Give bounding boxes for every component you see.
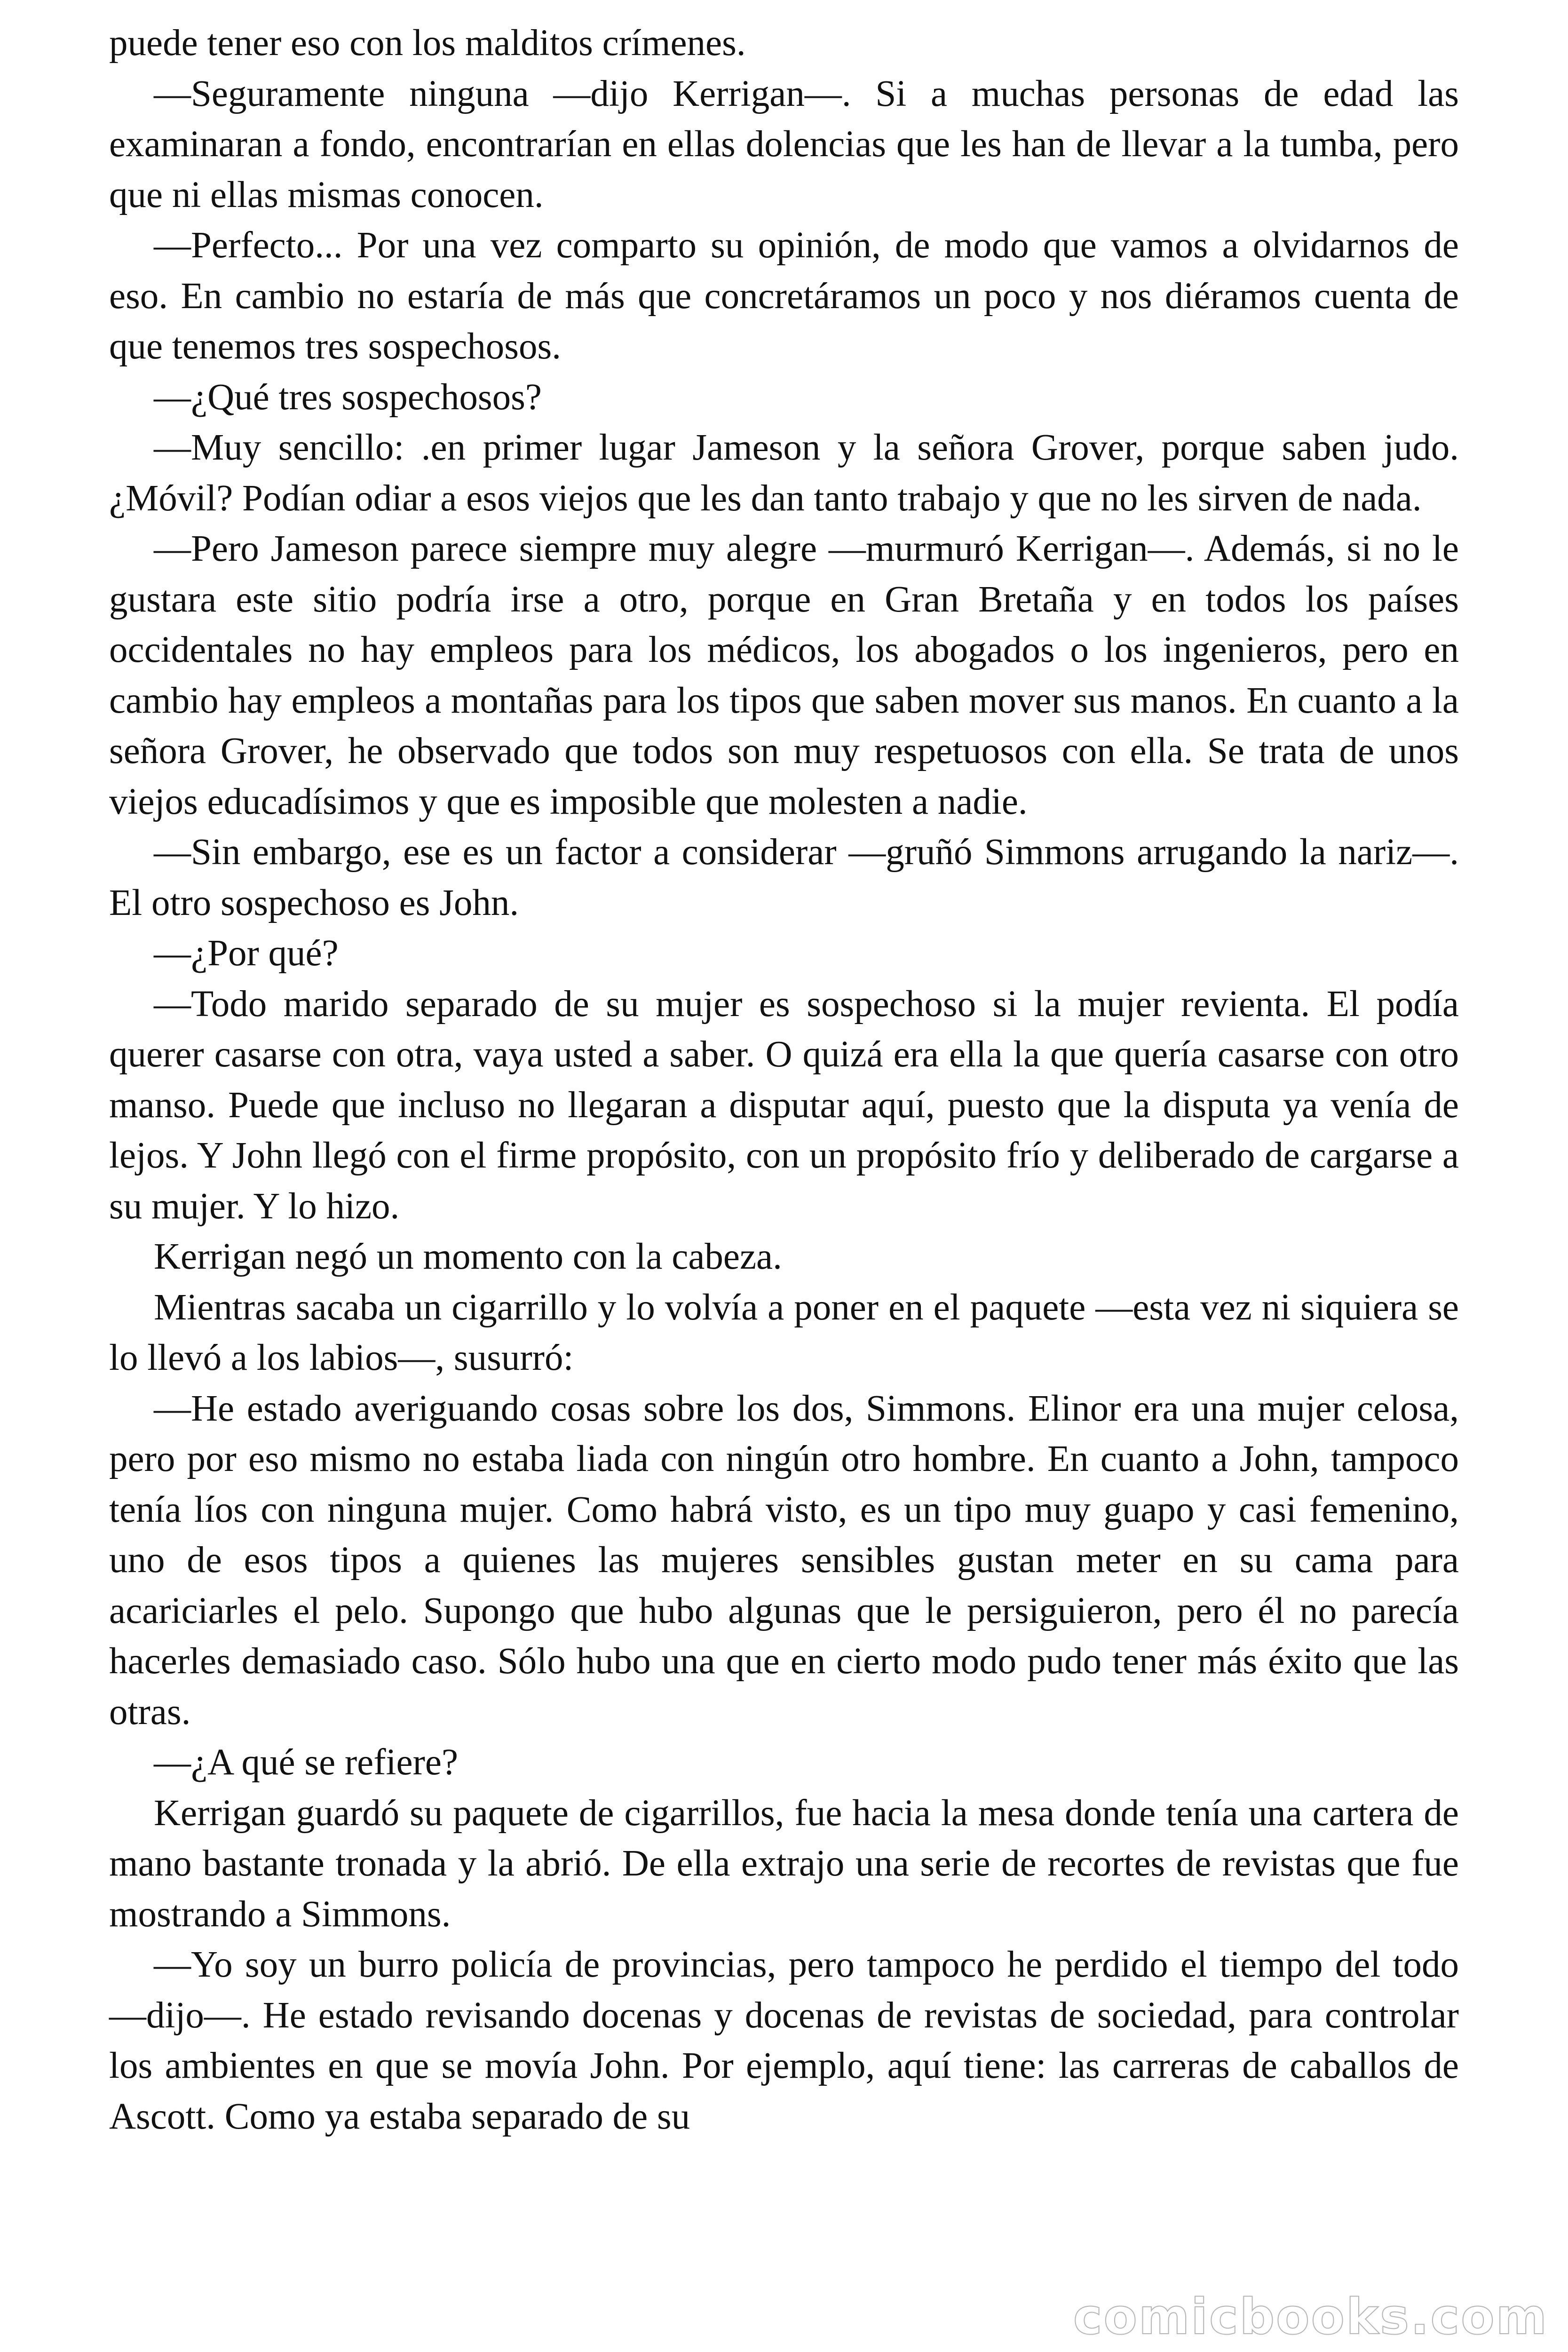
paragraph: —Perfecto... Por una vez comparto su opinión, de modo que vamos a olvidarnos de eso. En cambio no estaría de más que concretáramos un poco y nos diéramos cuenta de que tenemos tres sospechosos.: [109, 225, 1459, 367]
paragraph: —Yo soy un burro policía de provincias, pero tampoco he perdido el tiempo del todo —dijo—. He estado revisando docenas y docenas de revistas de sociedad, para controlar los ambientes en que se movía John. Por ejemplo, aquí tiene: las carreras de caballos de Ascott. Como ya estaba separado de su: [109, 1944, 1459, 2137]
paragraph: Kerrigan negó un momento con la cabeza.: [154, 1236, 782, 1277]
paragraph: —Seguramente ninguna —dijo Kerrigan—. Si a muchas personas de edad las examinaran a fondo, encontrarían en ellas dolencias que les han de llevar a la tumba, pero que ni ellas mismas conocen.: [109, 73, 1459, 215]
paragraph: —Todo marido separado de su mujer es sospechoso si la mujer revienta. El podía querer casarse con otra, vaya usted a saber. O quizá era ella la que quería casarse con otro manso. Puede que incluso no llegaran a disputar aquí, puesto que la disputa ya venía de lejos. Y John llegó con el firme propósito, con un propósito frío y deliberado de cargarse a su mujer. Y lo hizo.: [109, 983, 1459, 1227]
watermark-logo: comicbooks.com: [1073, 2288, 1548, 2345]
paragraph: —Sin embargo, ese es un factor a considerar —gruñó Simmons arrugando la nariz—. El otro sospechoso es John.: [109, 832, 1459, 923]
paragraph: Kerrigan guardó su paquete de cigarrillos, fue hacia la mesa donde tenía una cartera de mano bastante tronada y la abrió. De ella extrajo una serie de recortes de revistas que fue mostrando a Simmons.: [109, 1792, 1459, 1935]
paragraph: —Pero Jameson parece siempre muy alegre —murmuró Kerrigan—. Además, si no le gustara este sitio podría irse a otro, porque en Gran Bretaña y en todos los países occidentales no hay empleos para los médicos, los abogados o los ingenieros, pero en cambio hay empleos a montañas para los tipos que saben mover sus manos. En cuanto a la señora Grover, he observado que todos son muy respetuosos con ella. Se trata de unos viejos educadísimos y que es imposible que molesten a nadie.: [109, 528, 1459, 822]
paragraph-continuation: puede tener eso con los malditos crímenes.: [109, 23, 746, 64]
paragraph: Mientras sacaba un cigarrillo y lo volvía a poner en el paquete —esta vez ni siquiera se lo llevó a los labios—, susurró:: [109, 1287, 1459, 1378]
paragraph: —¿Por qué?: [154, 933, 339, 974]
book-page: [109, 18, 1459, 2323]
paragraph: —¿Qué tres sospechosos?: [154, 376, 542, 418]
paragraph: —He estado averiguando cosas sobre los dos, Simmons. Elinor era una mujer celosa, pero por eso mismo no estaba liada con ningún otro hombre. En cuanto a John, tampoco tenía líos con ninguna mujer. Como habrá visto, es un tipo muy guapo y casi femenino, uno de esos tipos a quienes las mujeres sensibles gustan meter en su cama para acariciarles el pelo. Supongo que hubo algunas que le persiguieron, pero él no parecía hacerles demasiado caso. Sólo hubo una que en cierto modo pudo tener más éxito que las otras.: [109, 1388, 1459, 1732]
paragraph: —Muy sencillo: .en primer lugar Jameson y la señora Grover, porque saben judo. ¿Móvil? Podían odiar a esos viejos que les dan tanto trabajo y que no les sirven de nada.: [109, 427, 1459, 519]
paragraph: —¿A qué se refiere?: [154, 1742, 459, 1783]
